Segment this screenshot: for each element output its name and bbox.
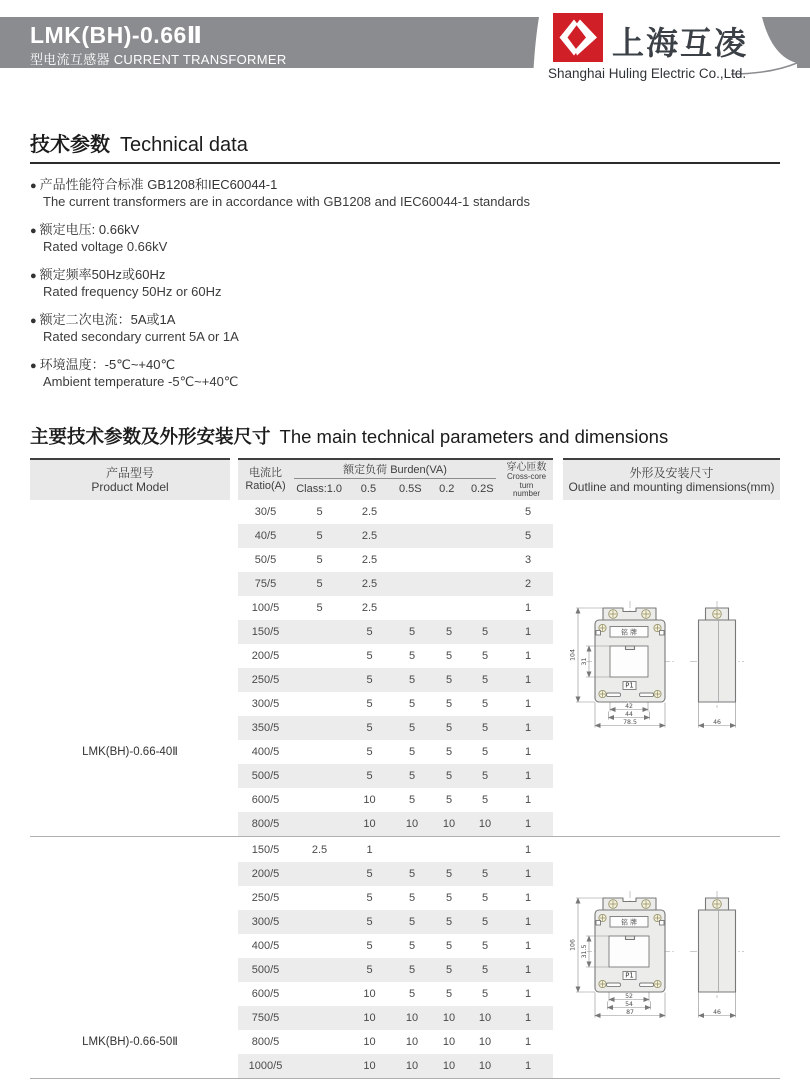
table-row — [238, 812, 553, 836]
table-cell: 400/5 — [251, 746, 280, 758]
table-cell — [293, 958, 346, 982]
table-cell: 75/5 — [254, 578, 277, 590]
table-cell: 1 — [524, 940, 532, 952]
table-cell — [431, 572, 467, 596]
table-cell: 5 — [316, 578, 323, 590]
table-cell — [467, 596, 503, 620]
svg-text:31: 31 — [581, 657, 588, 666]
table-row — [238, 572, 553, 596]
table-cell: 5 — [366, 892, 373, 904]
tech-spec-cn: ● 环境温度：-5℃~+40℃ — [30, 357, 176, 372]
tech-spec-item — [30, 357, 780, 389]
table-cell: 250/5 — [251, 674, 280, 686]
table-cell: 5 — [445, 650, 453, 662]
table-row — [238, 934, 553, 958]
table-cell: 300/5 — [251, 916, 280, 928]
table-row — [238, 596, 553, 620]
product-model-header-en: Product Model — [91, 480, 169, 494]
table-cell: 500/5 — [251, 770, 280, 782]
table-cell: 2.5 — [311, 844, 328, 856]
table-cell: 5 — [408, 892, 416, 904]
table-cell: 5 — [408, 770, 416, 782]
table-cell: 10 — [442, 1036, 456, 1048]
table-cell: 100/5 — [251, 602, 280, 614]
corner-screw-icon — [654, 980, 661, 987]
table-cell: 5 — [408, 988, 416, 1000]
table-cell: 1 — [524, 916, 532, 928]
section-divider — [30, 836, 780, 837]
table-cell: 150/5 — [251, 626, 280, 638]
table-cell — [293, 886, 346, 910]
table-cell: 1 — [524, 1012, 532, 1024]
table-cell — [431, 524, 467, 548]
table-cell: 1 — [524, 1060, 532, 1072]
table-row — [238, 862, 553, 886]
mount-screw-icon — [642, 610, 651, 619]
tech-spec-en: Rated frequency 50Hz or 60Hz — [43, 284, 222, 299]
mount-screw-icon — [609, 610, 618, 619]
table-cell — [293, 764, 346, 788]
front-view — [570, 601, 676, 728]
table-cell: 200/5 — [251, 650, 280, 662]
table-cell: 10 — [405, 818, 419, 830]
svg-text:46: 46 — [713, 1008, 721, 1016]
table-row — [238, 910, 553, 934]
table-cell: 5 — [408, 626, 416, 638]
table-cell: 10 — [363, 794, 376, 806]
bullet-icon: ● — [30, 360, 37, 372]
technical-data-section — [30, 128, 780, 402]
table-cell: 2.5 — [361, 530, 378, 542]
table-cell: 5 — [481, 674, 489, 686]
table-cell — [293, 788, 346, 812]
table-cell: 10 — [363, 1060, 376, 1072]
ratio-column-header — [238, 460, 293, 500]
table-cell — [393, 838, 431, 862]
tech-spec-cn: ● 产品性能符合标准 GB1208和IEC60044-1 — [30, 177, 278, 192]
table-cell: 2.5 — [361, 578, 378, 590]
table-row — [238, 1030, 553, 1054]
outline-header-cn: 外形及安装尺寸 — [629, 466, 714, 480]
table-cell: 40/5 — [254, 530, 277, 542]
table-cell: 5 — [316, 506, 323, 518]
burden-group-header: 额定负荷 Burden(VA) — [294, 462, 496, 479]
technical-data-title — [30, 128, 780, 157]
table-cell — [293, 716, 346, 740]
page-subtitle-cn: 型电流互感器 — [30, 52, 110, 67]
table-cell: 500/5 — [251, 964, 280, 976]
table-rows-section-2 — [238, 838, 553, 1078]
table-cell: 10 — [478, 1036, 492, 1048]
table-row — [238, 668, 553, 692]
table-cell: 5 — [445, 892, 453, 904]
core-window — [609, 936, 649, 967]
table-row — [238, 692, 553, 716]
page-subtitle — [30, 49, 287, 68]
table-cell — [467, 548, 503, 572]
table-cell: 5 — [481, 794, 489, 806]
table-cell — [293, 862, 346, 886]
company-logo — [553, 13, 603, 62]
table-row — [238, 886, 553, 910]
table-cell: 10 — [478, 1060, 492, 1072]
mount-screw-icon — [713, 900, 722, 909]
svg-text:46: 46 — [713, 718, 721, 726]
table-cell: 10 — [405, 1012, 419, 1024]
table-cell: 400/5 — [251, 940, 280, 952]
tech-spec-en: Rated voltage 0.66kV — [43, 239, 168, 254]
table-cell: 5 — [408, 722, 416, 734]
corner-screw-icon — [599, 980, 606, 987]
tech-spec-item — [30, 177, 780, 209]
product-model-header-cn: 产品型号 — [105, 466, 154, 480]
table-cell: 5 — [481, 940, 489, 952]
table-cell: 10 — [478, 818, 492, 830]
table-row — [238, 716, 553, 740]
table-cell — [293, 934, 346, 958]
table-cell: 10 — [363, 1012, 376, 1024]
table-cell: 5 — [316, 554, 323, 566]
table-cell: 10 — [405, 1036, 419, 1048]
table-cell: 750/5 — [251, 1012, 280, 1024]
svg-text:42: 42 — [625, 702, 633, 710]
table-cell: 5 — [481, 746, 489, 758]
table-cell: 5 — [445, 746, 453, 758]
table-row — [238, 788, 553, 812]
table-cell: 1 — [524, 818, 532, 830]
table-cell — [293, 1006, 346, 1030]
data-table-header — [238, 458, 553, 500]
table-cell: 5 — [366, 746, 373, 758]
corner-screw-icon — [599, 690, 606, 697]
company-name-cn: 上海互凌 — [612, 25, 749, 61]
table-cell — [293, 1054, 346, 1078]
table-cell: 5 — [445, 626, 453, 638]
tech-spec-item — [30, 222, 780, 254]
table-cell: 10 — [405, 1060, 419, 1072]
table-cell: 5 — [481, 770, 489, 782]
terminal-label: P1 — [625, 971, 634, 980]
ratio-header-cn: 电流比 — [249, 467, 282, 479]
table-cell: 5 — [366, 770, 373, 782]
table-cell — [293, 620, 346, 644]
table-cell: 1 — [524, 674, 532, 686]
technical-data-title-cn: 技术参数 — [30, 134, 110, 156]
svg-text:52: 52 — [625, 992, 633, 1000]
company-name-en: Shanghai Huling Electric Co.,Ltd. — [548, 66, 747, 81]
table-cell: 5 — [445, 940, 453, 952]
table-cell: 2.5 — [361, 506, 378, 518]
table-cell: 10 — [478, 1012, 492, 1024]
page-title: LMK(BH)-0.66Ⅱ — [30, 22, 203, 48]
table-row — [238, 958, 553, 982]
table-cell: 5 — [445, 988, 453, 1000]
table-cell — [467, 838, 503, 862]
outline-drawing-model-40 — [563, 588, 780, 734]
table-cell: 1 — [524, 770, 532, 782]
table-cell — [293, 668, 346, 692]
table-row — [238, 1054, 553, 1078]
bullet-icon: ● — [30, 315, 37, 327]
product-model-2: LMK(BH)-0.66-50Ⅱ — [82, 1036, 178, 1048]
table-cell: 150/5 — [251, 844, 280, 856]
table-cell: 1 — [524, 722, 532, 734]
table-cell: 5 — [366, 698, 373, 710]
table-cell: 5 — [445, 794, 453, 806]
table-cell: 2.5 — [361, 554, 378, 566]
table-cell: 10 — [442, 1012, 456, 1024]
bullet-icon: ● — [30, 180, 37, 192]
table-cell: 300/5 — [251, 698, 280, 710]
table-cell: 5 — [481, 626, 489, 638]
table-cell: 2 — [524, 578, 532, 590]
table-cell: 5 — [481, 722, 489, 734]
mount-screw-icon — [713, 610, 722, 619]
table-cell: 5 — [445, 674, 453, 686]
table-cell: 5 — [366, 868, 373, 880]
table-row — [238, 500, 553, 524]
page-subtitle-en: CURRENT TRANSFORMER — [113, 52, 287, 67]
table-cell: 5 — [408, 868, 416, 880]
table-cell — [393, 596, 431, 620]
mount-screw-icon — [642, 900, 651, 909]
table-cell — [393, 500, 431, 524]
table-cell: 5 — [481, 698, 489, 710]
table-row — [238, 524, 553, 548]
table-cell: 5 — [366, 916, 373, 928]
table-cell — [393, 572, 431, 596]
svg-text:78.5: 78.5 — [623, 718, 637, 726]
tech-spec-cn: ● 额定电压: 0.66kV — [30, 222, 140, 237]
svg-text:54: 54 — [625, 1000, 633, 1008]
side-view — [690, 891, 744, 1018]
table-cell: 5 — [481, 916, 489, 928]
table-cell: 1 — [524, 1036, 532, 1048]
tech-spec-item — [30, 312, 780, 344]
terminal-label: P1 — [625, 681, 634, 690]
table-cell — [393, 548, 431, 572]
class-col-header: 0.5 — [360, 483, 377, 495]
table-cell — [467, 500, 503, 524]
logo-diamond-icon — [553, 13, 603, 62]
table-cell — [393, 524, 431, 548]
corner-screw-icon — [654, 690, 661, 697]
table-cell: 10 — [363, 818, 376, 830]
table-cell — [431, 548, 467, 572]
table-cell: 5 — [366, 722, 373, 734]
table-cell: 800/5 — [251, 818, 280, 830]
table-cell — [467, 572, 503, 596]
table-cell — [293, 1030, 346, 1054]
table-row — [238, 1006, 553, 1030]
svg-text:104: 104 — [569, 649, 577, 661]
bullet-icon: ● — [30, 270, 37, 282]
table-cell: 5 — [316, 530, 323, 542]
table-cell: 1000/5 — [248, 1060, 283, 1072]
table-cell: 5 — [445, 868, 453, 880]
table-row — [238, 740, 553, 764]
side-view — [690, 601, 744, 728]
table-cell: 1 — [524, 626, 532, 638]
table-row — [238, 548, 553, 572]
table-cell — [293, 740, 346, 764]
table-cell: 5 — [408, 794, 416, 806]
table-cell: 1 — [524, 698, 532, 710]
turns-column-header: 穿心匝数 Cross-core turn number — [506, 462, 547, 498]
table-row — [238, 620, 553, 644]
table-cell: 600/5 — [251, 988, 280, 1000]
table-cell — [293, 982, 346, 1006]
outline-column-header — [563, 458, 780, 500]
outline-drawing-model-50 — [563, 878, 780, 1024]
table-cell: 5 — [408, 698, 416, 710]
table-rows-section-1 — [238, 500, 553, 836]
table-cell: 5 — [481, 650, 489, 662]
core-window — [610, 646, 648, 677]
table-cell: 5 — [408, 964, 416, 976]
table-cell: 1 — [366, 844, 373, 856]
table-cell: 5 — [481, 892, 489, 904]
nameplate-label: 铭 牌 — [621, 918, 637, 927]
table-cell: 5 — [445, 916, 453, 928]
main-parameters-title-en: The main technical parameters and dimensions — [279, 426, 669, 447]
class-col-header: 0.2 — [439, 483, 455, 495]
table-cell: 1 — [524, 844, 532, 856]
mount-screw-icon — [609, 900, 618, 909]
table-cell — [293, 910, 346, 934]
table-cell: 1 — [524, 746, 532, 758]
table-cell: 5 — [445, 770, 453, 782]
table-row — [238, 764, 553, 788]
table-cell — [431, 500, 467, 524]
main-parameters-title-cn: 主要技术参数及外形安装尺寸 — [30, 426, 271, 447]
table-cell: 10 — [442, 1060, 456, 1072]
class-col-header: 0.5S — [398, 483, 422, 495]
table-row — [238, 644, 553, 668]
tech-spec-en: Rated secondary current 5A or 1A — [43, 329, 239, 344]
table-cell — [467, 524, 503, 548]
product-model-header — [30, 458, 230, 500]
table-cell: 5 — [408, 650, 416, 662]
table-cell: 5 — [366, 940, 373, 952]
table-cell: 5 — [408, 916, 416, 928]
table-cell: 5 — [408, 674, 416, 686]
table-cell — [293, 812, 346, 836]
table-cell: 5 — [481, 868, 489, 880]
table-cell: 30/5 — [254, 506, 277, 518]
table-cell: 5 — [481, 988, 489, 1000]
table-cell: 50/5 — [254, 554, 277, 566]
table-cell: 1 — [524, 988, 532, 1000]
technical-data-title-en: Technical data — [120, 134, 248, 156]
tech-spec-en: Ambient temperature -5℃~+40℃ — [43, 374, 239, 389]
table-cell: 1 — [524, 868, 532, 880]
svg-text:44: 44 — [625, 710, 633, 718]
table-cell: 1 — [524, 892, 532, 904]
table-cell: 5 — [366, 626, 373, 638]
table-cell: 1 — [524, 964, 532, 976]
table-cell: 5 — [316, 602, 323, 614]
svg-text:87: 87 — [626, 1008, 634, 1016]
tech-spec-en: The current transformers are in accordance with GB1208 and IEC60044-1 standards — [43, 194, 531, 209]
table-cell: 5 — [524, 530, 532, 542]
table-cell: 5 — [408, 746, 416, 758]
table-cell: 5 — [445, 698, 453, 710]
table-cell: 250/5 — [251, 892, 280, 904]
table-cell: 10 — [363, 1036, 376, 1048]
main-parameters-title — [30, 423, 668, 449]
svg-text:31.5: 31.5 — [581, 944, 588, 959]
class-col-header: Class:1.0 — [296, 483, 343, 495]
table-cell — [431, 596, 467, 620]
tech-spec-item — [30, 267, 780, 299]
table-cell: 5 — [408, 940, 416, 952]
table-cell: 5 — [481, 964, 489, 976]
title-underline — [30, 162, 780, 164]
accuracy-class-headers — [293, 480, 500, 498]
table-cell — [431, 838, 467, 862]
table-row — [238, 838, 553, 862]
tech-spec-cn: ● 额定频率50Hz或60Hz — [30, 267, 166, 282]
outline-header-en: Outline and mounting dimensions(mm) — [568, 480, 775, 494]
bullet-icon: ● — [30, 225, 37, 237]
table-cell: 10 — [363, 988, 376, 1000]
svg-text:106: 106 — [569, 939, 577, 951]
table-cell: 10 — [442, 818, 456, 830]
table-cell: 350/5 — [251, 722, 280, 734]
table-row — [238, 982, 553, 1006]
table-cell: 5 — [445, 722, 453, 734]
table-cell: 5 — [445, 964, 453, 976]
table-cell: 200/5 — [251, 868, 280, 880]
product-model-1: LMK(BH)-0.66-40Ⅱ — [82, 746, 178, 758]
table-cell: 5 — [366, 650, 373, 662]
table-cell: 1 — [524, 794, 532, 806]
table-cell: 600/5 — [251, 794, 280, 806]
table-cell — [293, 692, 346, 716]
ratio-header-en: Ratio(A) — [245, 480, 286, 492]
table-cell: 800/5 — [251, 1036, 280, 1048]
table-cell: 5 — [366, 964, 373, 976]
class-col-header: 0.2S — [470, 483, 494, 495]
table-cell: 1 — [524, 602, 532, 614]
table-cell — [293, 644, 346, 668]
technical-data-list — [30, 177, 780, 389]
table-bottom-border — [30, 1078, 780, 1079]
tech-spec-cn: ● 额定二次电流：5A或1A — [30, 312, 176, 327]
nameplate-label: 铭 牌 — [621, 628, 637, 637]
table-cell: 5 — [366, 674, 373, 686]
table-cell: 5 — [524, 506, 532, 518]
table-cell: 3 — [524, 554, 532, 566]
front-view — [570, 891, 676, 1018]
table-cell: 1 — [524, 650, 532, 662]
table-cell: 2.5 — [361, 602, 378, 614]
